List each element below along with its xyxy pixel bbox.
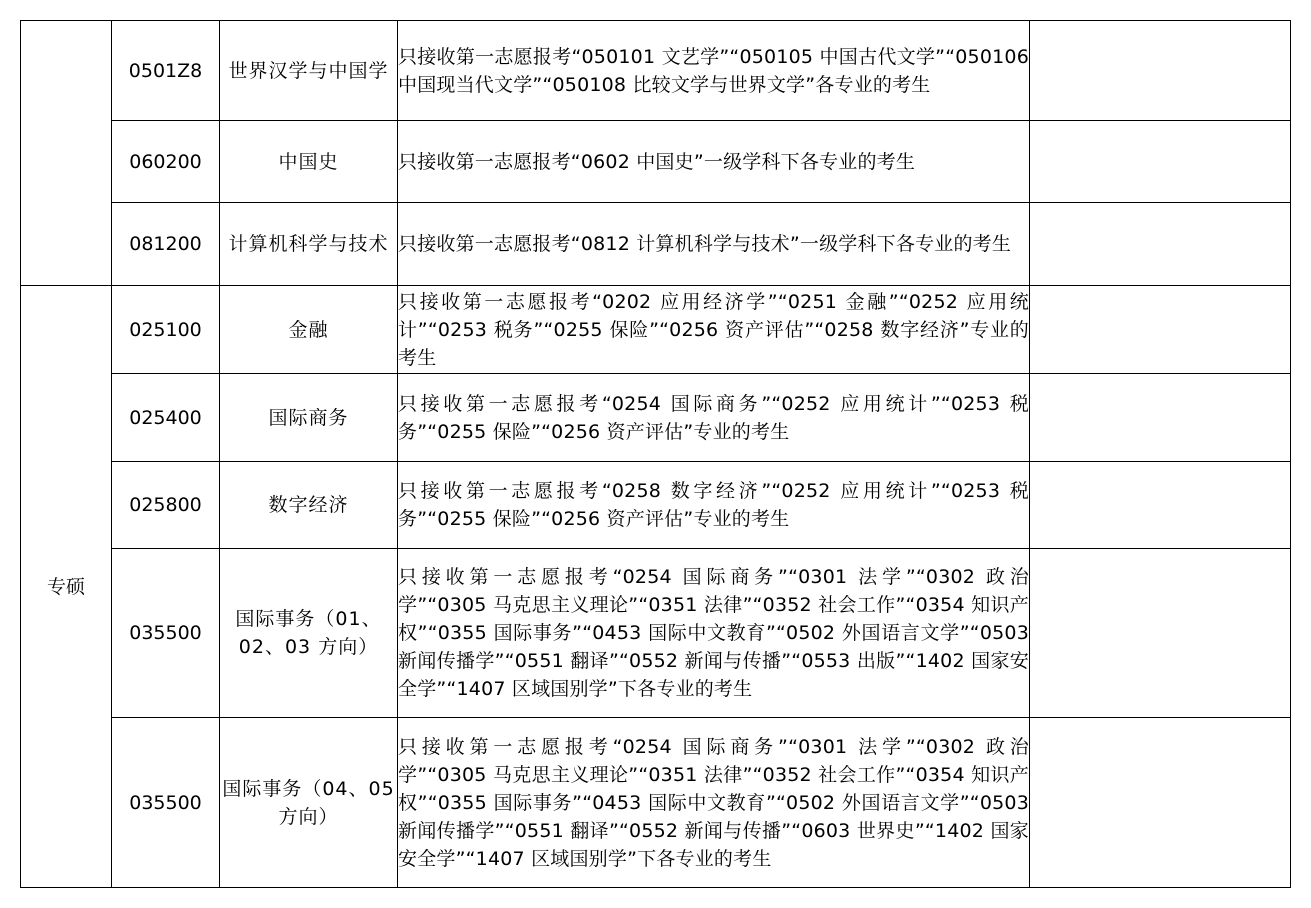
major-code: 025400 — [112, 374, 220, 462]
admission-table — [20, 20, 1291, 888]
table-row — [21, 462, 1291, 549]
admission-requirement: 只接收第一志愿报考“0254 国际商务”“0252 应用统计”“0253 税务”“0255 保险”“0256 资产评估”专业的考生 — [398, 374, 1030, 462]
major-name: 中国史 — [220, 121, 398, 203]
admission-requirement: 只接收第一志愿报考“0254 国际商务”“0301 法学”“0302 政治学”“0305 马克思主义理论”“0351 法律”“0352 社会工作”“0354 知识产权”“0355 国际事务”“0453 国际中文教育”“0502 外国语言文学”“0503 新闻传播学”“0551 翻译”“0552 新闻与传播”“0603 世界史”“1402 国家安全学”“1407 区域国别学”下各专业的考生 — [398, 718, 1030, 888]
admission-requirement: 只接收第一志愿报考“0812 计算机科学与技术”一级学科下各专业的考生 — [398, 203, 1030, 286]
major-name: 计算机科学与技术 — [220, 203, 398, 286]
admission-table-page — [20, 20, 1291, 888]
major-name: 国际商务 — [220, 374, 398, 462]
table-row — [21, 203, 1291, 286]
admission-requirement: 只接收第一志愿报考“0602 中国史”一级学科下各专业的考生 — [398, 121, 1030, 203]
major-name: 国际事务（04、05 方向） — [220, 718, 398, 888]
major-name: 金融 — [220, 286, 398, 374]
remarks-cell — [1030, 718, 1291, 888]
major-code: 0501Z8 — [112, 21, 220, 121]
major-code: 025800 — [112, 462, 220, 549]
remarks-cell — [1030, 121, 1291, 203]
category-cell-academic — [21, 21, 112, 286]
admission-requirement: 只接收第一志愿报考“050101 文艺学”“050105 中国古代文学”“050106 中国现当代文学”“050108 比较文学与世界文学”各专业的考生 — [398, 21, 1030, 121]
major-name: 数字经济 — [220, 462, 398, 549]
table-row — [21, 21, 1291, 121]
table-row — [21, 374, 1291, 462]
admission-requirement: 只接收第一志愿报考“0202 应用经济学”“0251 金融”“0252 应用统计”“0253 税务”“0255 保险”“0256 资产评估”“0258 数字经济”专业的考生 — [398, 286, 1030, 374]
remarks-cell — [1030, 549, 1291, 718]
major-code: 060200 — [112, 121, 220, 203]
table-row — [21, 121, 1291, 203]
remarks-cell — [1030, 462, 1291, 549]
major-code: 035500 — [112, 718, 220, 888]
remarks-cell — [1030, 203, 1291, 286]
table-row — [21, 718, 1291, 888]
category-cell-professional: 专硕 — [21, 286, 112, 888]
remarks-cell — [1030, 374, 1291, 462]
admission-requirement: 只接收第一志愿报考“0258 数字经济”“0252 应用统计”“0253 税务”“0255 保险”“0256 资产评估”专业的考生 — [398, 462, 1030, 549]
major-code: 081200 — [112, 203, 220, 286]
table-row — [21, 549, 1291, 718]
major-name: 世界汉学与中国学 — [220, 21, 398, 121]
remarks-cell — [1030, 286, 1291, 374]
admission-requirement: 只接收第一志愿报考“0254 国际商务”“0301 法学”“0302 政治学”“0305 马克思主义理论”“0351 法律”“0352 社会工作”“0354 知识产权”“0355 国际事务”“0453 国际中文教育”“0502 外国语言文学”“0503 新闻传播学”“0551 翻译”“0552 新闻与传播”“0553 出版”“1402 国家安全学”“1407 区域国别学”下各专业的考生 — [398, 549, 1030, 718]
major-name: 国际事务（01、02、03 方向） — [220, 549, 398, 718]
major-code: 035500 — [112, 549, 220, 718]
remarks-cell — [1030, 21, 1291, 121]
major-code: 025100 — [112, 286, 220, 374]
table-row — [21, 286, 1291, 374]
